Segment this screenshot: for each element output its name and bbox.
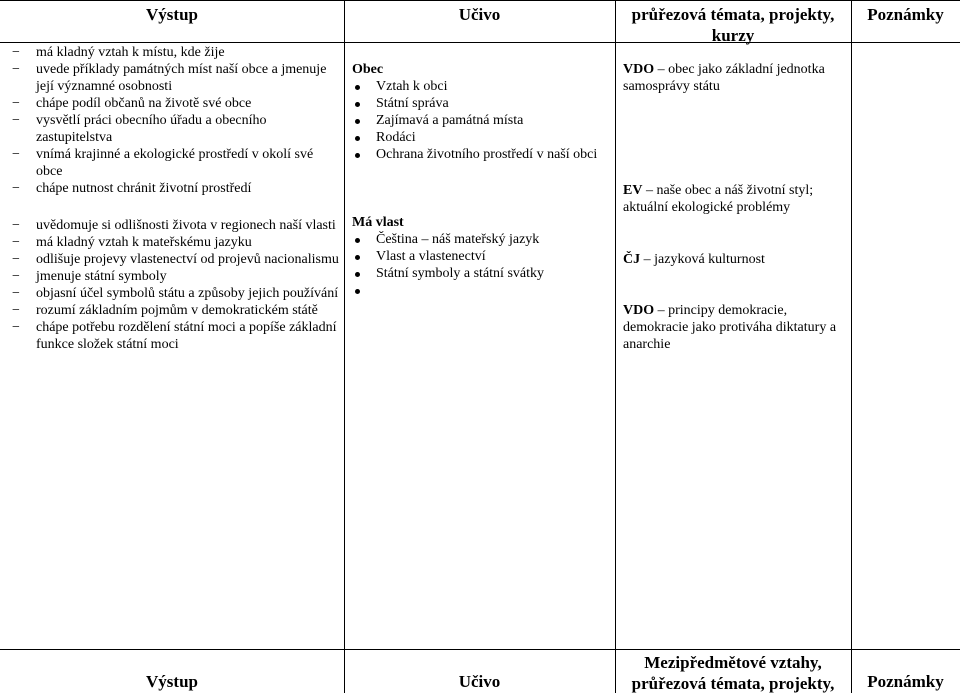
- outcome-item: − má kladný vztah k mateřskému jazyku: [12, 235, 252, 250]
- curriculum-item: Čeština – náš mateřský jazyk: [352, 231, 610, 248]
- footer-header-temata: [615, 652, 851, 694]
- theme-entry: VDO – principy demokracie, demokracie jako protiváha diktatury a anarchie: [623, 303, 837, 352]
- dash-icon: −: [12, 303, 20, 318]
- outcome-item: − odlišuje projevy vlastenectví od projevů nacionalismu: [12, 252, 339, 267]
- header-poznamky: Poznámky: [867, 5, 944, 24]
- dash-icon: −: [12, 218, 20, 233]
- dash-icon: −: [12, 320, 20, 335]
- col-divider-3: [851, 0, 852, 693]
- outcome-item: − má kladný vztah k místu, kde žije: [12, 45, 225, 60]
- page-break-line: [0, 649, 960, 650]
- theme-entry: EV – naše obec a náš životní styl; aktuální ekologické problémy: [623, 183, 814, 215]
- dash-icon: −: [12, 62, 20, 77]
- dash-icon: −: [12, 235, 20, 250]
- col-divider-2: [615, 0, 616, 693]
- col-divider-1: [344, 0, 345, 693]
- bullet-icon: [355, 102, 360, 107]
- bullet-icon: [355, 238, 360, 243]
- bullet-icon: [355, 119, 360, 124]
- header-temata: [615, 4, 851, 46]
- outcomes-group-2: [12, 217, 340, 353]
- dash-icon: −: [12, 286, 20, 301]
- outcome-item: − chápe potřebu rozdělení státní moci a popíše základní funkce složek státní moci: [12, 320, 337, 352]
- footer-header-vystup: Výstup: [146, 672, 198, 691]
- outcome-item: − objasní účel symbolů státu a způsoby jejich používání: [12, 286, 339, 301]
- footer-header-temata-line1: Mezipředmětové vztahy,: [644, 653, 822, 672]
- header-temata-line1: průřezová témata, projekty,: [631, 5, 835, 24]
- bullet-icon: [355, 85, 360, 90]
- dash-icon: −: [12, 147, 20, 162]
- footer-header-poznamky: Poznámky: [867, 672, 944, 691]
- dash-icon: −: [12, 269, 20, 284]
- outcome-item: − chápe nutnost chránit životní prostředí: [12, 181, 252, 196]
- outcome-item: − jmenuje státní symboly: [12, 269, 167, 284]
- dash-icon: −: [12, 96, 20, 111]
- footer-header-temata-line2: průřezová témata, projekty,: [631, 674, 835, 693]
- curriculum-item: Státní správa: [352, 95, 610, 112]
- bullet-icon: [355, 153, 360, 158]
- header-temata-line2: kurzy: [711, 26, 755, 45]
- outcome-item: − chápe podíl občanů na životě své obce: [12, 96, 252, 111]
- curriculum-item: Zajímavá a památná místa: [352, 112, 610, 129]
- curriculum-column: [352, 61, 610, 299]
- dash-icon: −: [12, 45, 20, 60]
- dash-icon: −: [12, 113, 20, 128]
- dash-icon: −: [12, 181, 20, 196]
- header-ucivo: Učivo: [458, 5, 501, 24]
- curriculum-item: Vlast a vlastenectví: [352, 248, 610, 265]
- curriculum-item: Rodáci: [352, 129, 610, 146]
- bullet-icon: [355, 289, 360, 294]
- outcome-item: − uvědomuje si odlišnosti života v regionech naší vlasti: [12, 218, 336, 233]
- curriculum-group-title: Má vlast: [352, 215, 404, 230]
- top-border: [0, 0, 960, 1]
- curriculum-item-empty: [352, 282, 610, 299]
- bullet-icon: [355, 272, 360, 277]
- outcome-item: − vnímá krajinné a ekologické prostředí v okolí své obce: [12, 147, 314, 179]
- outcome-item: − uvede příklady památných míst naší obce a jmenuje její významné osobnosti: [12, 62, 327, 94]
- curriculum-item: Vztah k obci: [352, 78, 610, 95]
- header-vystup: Výstup: [146, 5, 198, 24]
- theme-entry: ČJ – jazyková kulturnost: [623, 252, 765, 267]
- bullet-icon: [355, 136, 360, 141]
- curriculum-item: Státní symboly a státní svátky: [352, 265, 610, 282]
- outcome-item: − rozumí základním pojmům v demokratickém státě: [12, 303, 318, 318]
- outcomes-column: [12, 44, 340, 353]
- outcome-item: − vysvětlí práci obecního úřadu a obecního zastupitelstva: [12, 113, 267, 145]
- dash-icon: −: [12, 252, 20, 267]
- curriculum-item: Ochrana životního prostředí v naší obci: [352, 146, 610, 163]
- outcomes-group-1: [12, 44, 340, 197]
- footer-header-ucivo: Učivo: [458, 672, 501, 691]
- curriculum-group-title: Obec: [352, 62, 384, 77]
- theme-entry: VDO – obec jako základní jednotka samosprávy státu: [623, 62, 825, 94]
- bullet-icon: [355, 255, 360, 260]
